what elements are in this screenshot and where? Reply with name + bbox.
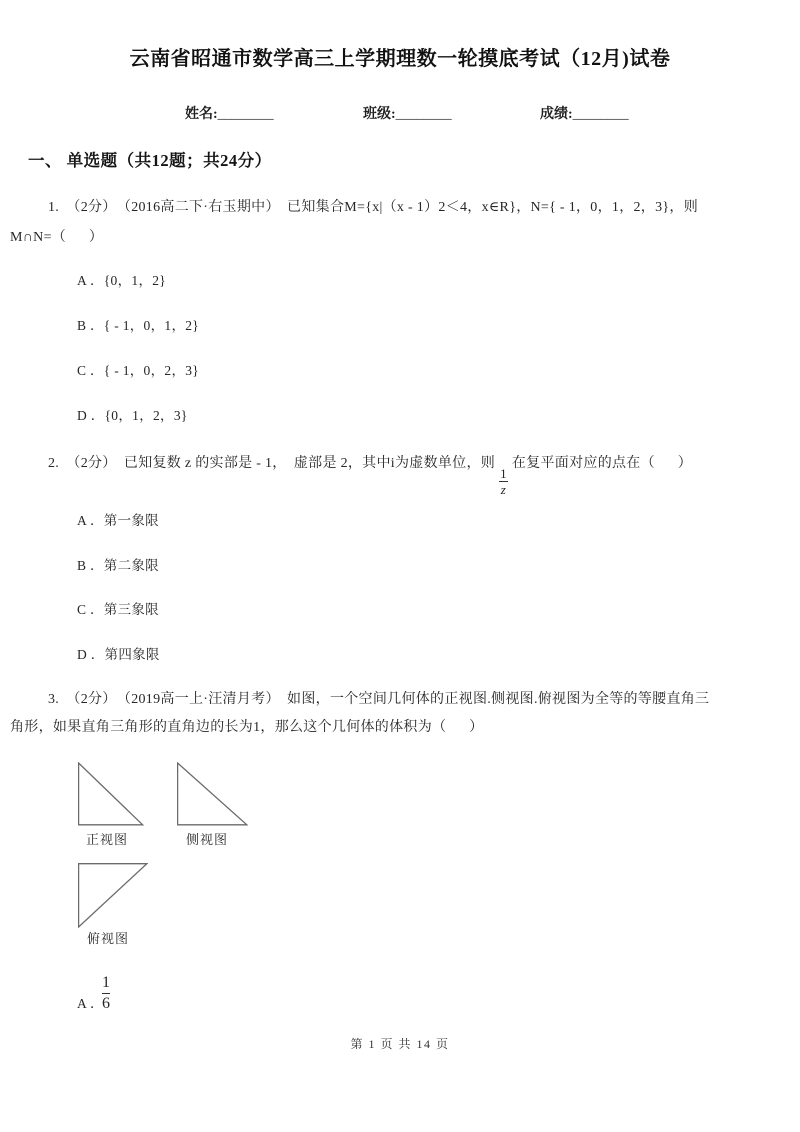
question-2-option-d: D ．第四象限	[77, 647, 160, 662]
question-1-option-a: A ．{0，1，2}	[77, 273, 167, 288]
question-2-option-c: C ．第三象限	[77, 602, 159, 617]
fraction-1-over-z	[498, 467, 509, 496]
class-blank-line: ________	[395, 107, 452, 122]
name-blank-line: ________	[217, 107, 274, 122]
fraction-numerator: 1	[500, 466, 507, 481]
question-3-option-a-label: A ．	[77, 996, 104, 1011]
question-2-stem-before: 2. （2分） 已知复数 z 的实部是 - 1， 虚部是 2，其中i为虚数单位，则	[48, 456, 496, 471]
question-2-option-b: B ．第二象限	[77, 558, 159, 573]
score-blank-line: ________	[572, 107, 629, 122]
score-field	[540, 103, 629, 123]
score-label: 成绩:	[540, 107, 573, 122]
fraction-1-over-6	[102, 975, 110, 1012]
section-heading: 一、 单选题（共12题；共24分）	[28, 151, 272, 170]
name-label: 姓名:	[185, 107, 218, 122]
side-view-label: 侧视图	[186, 832, 229, 847]
question-1-option-d: D ．{0，1，2，3}	[77, 408, 188, 423]
fraction-denominator: 6	[102, 995, 110, 1012]
top-view-triangle-figure	[78, 863, 148, 928]
name-field	[185, 103, 274, 123]
fraction-denominator: z	[500, 482, 507, 497]
question-1-option-c: C ．{ - 1，0，2，3}	[77, 363, 200, 378]
top-view-label: 俯视图	[87, 931, 130, 946]
page-title: 云南省昭通市数学高三上学期理数一轮摸底考试（12月)试卷	[129, 48, 671, 70]
page-footer: 第 1 页 共 14 页	[350, 1037, 450, 1051]
question-1-stem-line2: M∩N=（ ）	[10, 230, 104, 245]
question-2-stem	[48, 452, 692, 496]
class-field	[363, 103, 452, 123]
question-1-option-b: B ．{ - 1，0，1，2}	[77, 318, 200, 333]
question-3-stem-line2: 角形，如果直角三角形的直角边的长为1，那么这个几何体的体积为（ ）	[10, 720, 484, 735]
side-view-triangle-figure	[177, 762, 248, 826]
front-view-triangle-figure	[78, 762, 144, 826]
question-2-option-a: A ．第一象限	[77, 513, 159, 528]
question-2-stem-after: 在复平面对应的点在（ ）	[511, 456, 692, 471]
question-3-stem-line1: 3. （2分） （2019高一上·汪清月考） 如图，一个空间几何体的正视图.侧视图.俯视图为全等的等腰直角三	[48, 692, 710, 707]
front-view-label: 正视图	[86, 832, 129, 847]
fraction-numerator: 1	[102, 974, 110, 991]
class-label: 班级:	[363, 107, 396, 122]
question-1-stem-line1: 1. （2分） （2016高二下·右玉期中） 已知集合M={x|（x - 1）2＜4，x∈R}，N={ - 1，0，1，2，3}，则	[48, 200, 699, 215]
